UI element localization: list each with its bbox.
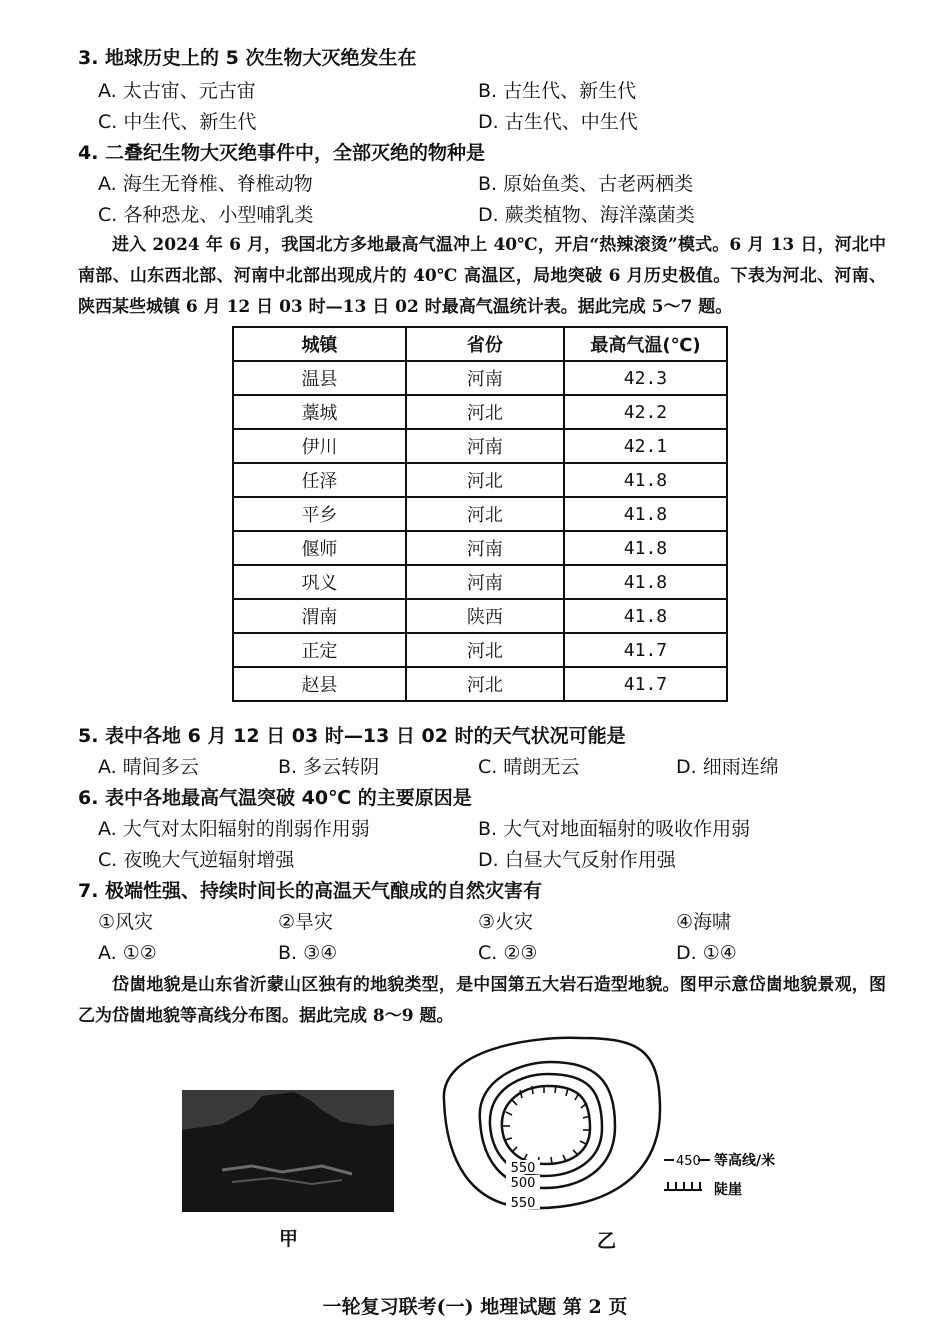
contour-label: 550 [510, 1161, 536, 1176]
q5-option-b: B. 多云转阴 [278, 756, 380, 778]
town-cell: 伊川 [233, 429, 406, 463]
q4-option-c: C. 各种恐龙、小型哺乳类 [98, 204, 314, 226]
temp-cell: 41.8 [564, 497, 727, 531]
table-header-row [233, 327, 727, 361]
daigu-landscape-photo [182, 1090, 394, 1212]
q6-option-d: D. 白昼大气反射作用强 [478, 849, 676, 871]
q3-stem: 3. 地球历史上的 5 次生物大灭绝发生在 [78, 47, 417, 69]
town-cell: 赵县 [233, 667, 406, 701]
temp-cell: 41.8 [564, 565, 727, 599]
town-cell: 任泽 [233, 463, 406, 497]
q5-option-c: C. 晴朗无云 [478, 756, 580, 778]
q6-option-c: C. 夜晚大气逆辐射增强 [98, 849, 295, 871]
town-cell: 温县 [233, 361, 406, 395]
q7-option-d: D. ①④ [676, 942, 737, 964]
province-cell: 陕西 [406, 599, 564, 633]
temp-cell: 41.7 [564, 633, 727, 667]
contour-label: 500 [510, 1176, 536, 1191]
table-row [233, 463, 727, 497]
page-footer: 一轮复习联考(一) 地理试题 第 2 页 [322, 1296, 628, 1318]
province-cell: 河北 [406, 667, 564, 701]
q3-option-c: C. 中生代、新生代 [98, 111, 257, 133]
q3-option-d: D. 古生代、中生代 [478, 111, 638, 133]
photo-caption: 甲 [279, 1228, 299, 1250]
mesa-silhouette [182, 1090, 394, 1212]
q7-item-1: ①风灾 [98, 911, 154, 933]
table-row [233, 361, 727, 395]
cliff-legend-icon [664, 1182, 702, 1190]
temp-cell: 42.2 [564, 395, 727, 429]
province-cell: 河南 [406, 531, 564, 565]
legend-cliff-label: 陡崖 [714, 1182, 742, 1198]
temp-cell: 41.7 [564, 667, 727, 701]
q6-stem: 6. 表中各地最高气温突破 40℃ 的主要原因是 [78, 787, 472, 809]
header-max-temp: 最高气温(℃) [564, 327, 727, 361]
map-caption: 乙 [597, 1230, 617, 1252]
province-cell: 河北 [406, 463, 564, 497]
table-row [233, 599, 727, 633]
province-cell: 河南 [406, 565, 564, 599]
q3-option-a: A. 太古宙、元古宙 [98, 80, 256, 102]
temperature-table [232, 326, 728, 702]
q7-stem: 7. 极端性强、持续时间长的高温天气酿成的自然灾害有 [78, 880, 543, 902]
table-row [233, 497, 727, 531]
table-row [233, 565, 727, 599]
province-cell: 河北 [406, 395, 564, 429]
q6-option-a: A. 大气对太阳辐射的削弱作用弱 [98, 818, 370, 840]
legend-contour-label: 等高线/米 [714, 1153, 776, 1169]
q5-option-d: D. 细雨连绵 [676, 756, 779, 778]
table-row [233, 395, 727, 429]
q7-item-2: ②旱灾 [278, 911, 334, 933]
q4-option-a: A. 海生无脊椎、脊椎动物 [98, 173, 313, 195]
q3-option-b: B. 古生代、新生代 [478, 80, 637, 102]
town-cell: 偃师 [233, 531, 406, 565]
temp-cell: 41.8 [564, 463, 727, 497]
province-cell: 河北 [406, 633, 564, 667]
town-cell: 渭南 [233, 599, 406, 633]
q5-stem: 5. 表中各地 6 月 12 日 03 时—13 日 02 时的天气状况可能是 [78, 725, 626, 747]
q4-option-d: D. 蕨类植物、海洋藻菌类 [478, 204, 695, 226]
header-province: 省份 [406, 327, 564, 361]
q7-item-3: ③火灾 [478, 911, 534, 933]
temp-cell: 41.8 [564, 599, 727, 633]
q7-option-b: B. ③④ [278, 942, 338, 964]
passage-daigu-landform: 岱崮地貌是山东省沂蒙山区独有的地貌类型，是中国第五大岩石造型地貌。图甲示意岱崮地貌景观，图乙为岱崮地貌等高线分布图。据此完成 8～9 题。 [78, 975, 886, 1026]
province-cell: 河北 [406, 497, 564, 531]
temp-cell: 41.8 [564, 531, 727, 565]
table-row [233, 667, 727, 701]
contour-label: 550 [510, 1196, 536, 1211]
q4-stem: 4. 二叠纪生物大灭绝事件中，全部灭绝的物种是 [78, 142, 486, 164]
passage-heatwave: 进入 2024 年 6 月，我国北方多地最高气温冲上 40℃，开启“热辣滚烫”模式。6 月 13 日，河北中南部、山东西北部、河南中北部出现成片的 40℃ 高温区，局地突破 6 月历史极值。下表为河北、河南、陕西某些城镇 6 月 12 日 03 时—13 日 02 时最高气温统计表。据此完成 5～7 题。 [78, 235, 886, 317]
q6-option-b: B. 大气对地面辐射的吸收作用弱 [478, 818, 751, 840]
table-row [233, 531, 727, 565]
q7-option-a: A. ①② [98, 942, 157, 964]
q7-option-c: C. ②③ [478, 942, 538, 964]
q7-item-4: ④海啸 [676, 911, 732, 933]
daigu-contour-map [420, 1030, 800, 1230]
town-cell: 藁城 [233, 395, 406, 429]
q5-option-a: A. 晴间多云 [98, 756, 199, 778]
town-cell: 平乡 [233, 497, 406, 531]
town-cell: 正定 [233, 633, 406, 667]
table-row [233, 429, 727, 463]
temp-cell: 42.1 [564, 429, 727, 463]
province-cell: 河南 [406, 361, 564, 395]
temp-cell: 42.3 [564, 361, 727, 395]
header-town: 城镇 [233, 327, 406, 361]
table-row [233, 633, 727, 667]
province-cell: 河南 [406, 429, 564, 463]
legend-contour-value: 450 [676, 1154, 701, 1169]
contour-lines [420, 1030, 800, 1230]
town-cell: 巩义 [233, 565, 406, 599]
q4-option-b: B. 原始鱼类、古老两栖类 [478, 173, 694, 195]
